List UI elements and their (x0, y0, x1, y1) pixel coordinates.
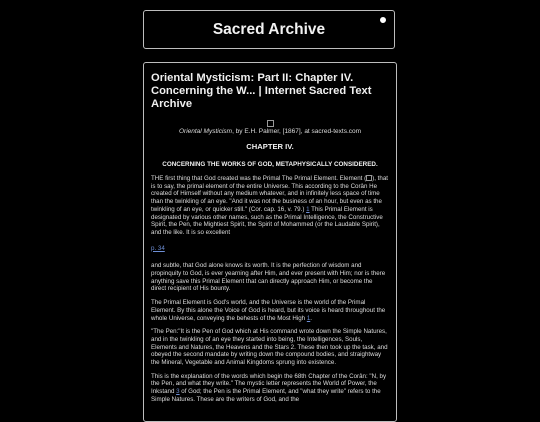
article-title: Oriental Mysticism: Part II: Chapter IV. Concerning the W... | Internet Sacred Text Archive (151, 72, 372, 110)
citation-rest: , by E.H. Palmer, [1867], at sacred-texts.com (232, 128, 362, 135)
footnote-link[interactable]: 1 (306, 205, 310, 213)
paragraph-1-text-c: This Primal Element is designated by various other names, such as the Primal Intelligence, the Constructive Spirit, the Pen, the Mightiest Spirit, the Spirit of Mohammed (or the Laudable Spirit), and the like. It is so excellent (151, 205, 383, 236)
citation (151, 128, 389, 135)
site-title[interactable]: Sacred Archive (212, 21, 326, 38)
dot-icon[interactable] (380, 17, 386, 23)
paragraph-4: "The Pen:"It is the Pen of God which at His command wrote down the Simple Natures, and in the twinkling of an eye they started into being, the Intelligences, Souls, Elements and Natures, the Heavens and the Stars 2. These then took up the task, and obeyed the second mandate by writing down the compound bodies, and straightway the Mineral, Vegetable and Animal Kingdoms sprung into existence. (151, 328, 388, 367)
site-header (143, 10, 395, 49)
paragraph-1 (151, 175, 389, 237)
footnote-link[interactable]: 1 (306, 314, 311, 322)
page-number-row (151, 245, 389, 253)
article-card (143, 62, 397, 422)
paragraph-5-text-b: of God; the Pen is the Primal Element, and "what they write" refers to the Simple Natures. These are the writers of God, and the (151, 388, 381, 403)
paragraph-3-text-b: . (310, 314, 312, 322)
citation-book: Oriental Mysticism (178, 128, 233, 135)
chapter-heading: CHAPTER IV. (246, 142, 294, 151)
paragraph-5-text-a: This is the explanation of the words which begin the 68th Chapter of the Corân: "N, by the Pen, and what they write." The mystic letter represents the World of Power, the Inkstand (151, 372, 387, 396)
paragraph-3-text-a: The Primal Element is God's world, and the Universe is the world of the Primal Element. By this alone the Voice of God is heard, but its voice is heard throughout the whole Universe, conveying the behests of the Most High (151, 299, 386, 322)
chapter-subheading: CONCERNING THE WORKS OF GOD, METAPHYSICALLY CONSIDERED. (162, 161, 378, 168)
paragraph-5 (151, 373, 389, 404)
broken-image-icon (267, 120, 274, 127)
paragraph-1-text-b: ), that is to say, the primal element of the entire Universe. This according to the Corân He created of Himself without any medium whatever, and in infinitely less space of time than the twinkling of an eye. "And it was not the business of an hour, but even as the twinkling of an eye, or quicker still." (Cor. cap. 16, v. 79.) (151, 175, 388, 213)
paragraph-1-text-a: THE first thing that God created was the Primal The Primal Element. Element ( (151, 175, 367, 182)
footnote-link[interactable]: 3 (176, 388, 180, 396)
paragraph-2: and subtle, that God alone knows its worth. It is the perfection of wisdom and propinquity to God, is ever yearning after Him, and ever present with Him; nor is there anything save this Primal Element that can directly approach Him, or become the direct recipient of His bounty. (151, 262, 386, 293)
page-number-link[interactable]: p. 34 (151, 244, 165, 252)
paragraph-3 (151, 299, 389, 322)
